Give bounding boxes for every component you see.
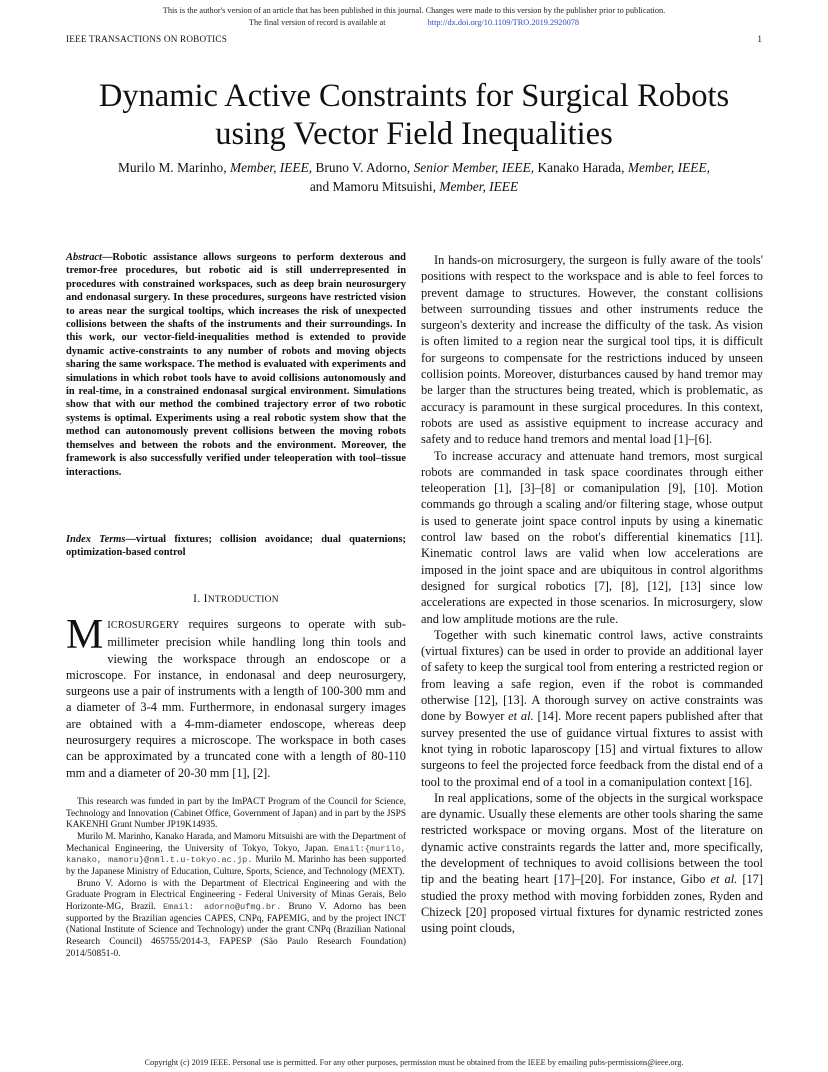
index-terms [66,533,406,560]
title-line-2: using Vector Field Inequalities [215,116,613,152]
publication-notice: This is the author's version of an article that has been published in this journal. Changes were made to this version by the publisher prior to publication. [162,6,666,15]
author-name: Murilo M. Marinho, [117,160,227,175]
running-header-journal: IEEE TRANSACTIONS ON ROBOTICS [66,34,228,44]
abstract-label: Abstract [66,252,102,263]
section-number: I. [193,593,201,605]
paper-title [40,77,788,153]
page-number: 1 [757,34,762,44]
body-paragraph: In real applications, some of the objects in the surgical workspace are dynamic. Usually these elements are other tools sharing the same restricted workspace or moving organs. Most of the literature on dynamic active constraints regards the latter and, more specifically, the development of techniques to avoid collisions between the tool tip and the beating heart [17]–[20]. For instance, Gibo et al. [17] studied the proxy method with moving forbidden zones, Ryden and Chizeck [20] proposed virtual fixtures for dynamic restricted zones using point clouds, [421,790,763,936]
index-terms-label: Index Terms [66,534,126,545]
version-of-record-label: The final version of record is available at [248,18,386,27]
email-address[interactable]: Email: adorno@ufmg.br. [163,901,282,912]
index-terms-text: —virtual fixtures; collision avoidance; dual quaternions; optimization-based control [66,534,406,559]
author-name: Kanako Harada, [537,160,625,175]
funding-footnote: This research was funded in part by the ImPACT Program of the Council for Science, Technology and Innovation (Cabinet Office, Government of Japan) and in part by the JSPS KAKENHI Grant Number JP19K14935. [66,797,406,831]
author-membership: Member, IEEE, [229,160,313,175]
author-name: Bruno V. Adorno, [315,160,411,175]
intro-first-word: ICROSURGERY [107,620,180,631]
introduction-paragraph [66,612,406,781]
footnotes [66,797,406,960]
section-title: INTRODUCTION [203,593,279,605]
doi-link[interactable]: http://dx.doi.org/10.1109/TRO.2019.2920078 [427,18,580,27]
version-of-record-notice [0,17,828,28]
author-list [40,158,788,196]
author-name: and Mamoru Mitsuishi, [309,179,436,194]
author-membership: Senior Member, IEEE, [413,160,535,175]
body-paragraph: In hands-on microsurgery, the surgeon is fully aware of the tools' positions with respect to the workspace and is able to feel forces to prevent damage to structures. However, the constant collisions between surrounding tissues and other instruments reduce the surgeon's dexterity and increase the difficulty of the task. As vision is often limited to a region near the surgical tool tips, it is difficult for surgeons to compensate for the restrictions induced by unseen collision points. Moreover, disturbances caused by hand tremor may be larger than the structures being treated, which is problematic, as accuracy is paramount in these surgical procedures. In this context, robots are used as assistive equipment to increase accuracy and safety and to reduce hand tremors and mental load [1]–[6]. [421,253,763,447]
email-address[interactable]: Email:{murilo, kanako, mamoru}@nml.t.u-tokyo.ac.jp. [66,843,407,866]
affiliation-footnote: Murilo M. Marinho, Kanako Harada, and Mamoru Mitsuishi are with the Department of Mechanical Engineering, the University of Tokyo, Tokyo, Japan. Email:{murilo, kanako, mamoru}@nml.t.u-tokyo.ac.jp. Murilo M. Marinho has been supported by the Japanese Ministry of Education, Culture, Sports, Science, and Technology (MEXT). [66,831,407,877]
right-column-body [421,252,763,936]
section-heading-introduction [66,593,406,605]
copyright-footer: Copyright (c) 2019 IEEE. Personal use is permitted. For any other purposes, permission must be obtained from the IEEE by emailing pubs-permissions@ieee.org. [144,1058,684,1067]
body-paragraph: Together with such kinematic control laws, active constraints (virtual fixtures) can be used in order to provide an additional layer of safety to keep the surgical tool from entering a restricted region or from leaving a safe region, even if the robot is commanded otherwise [12], [13]. A thorough survey on active constraints was done by Bowyer et al. [14]. More recent papers published after that survey presented the use of guidance virtual fixtures to assist with knot tying in robotic laparoscopy [15] and virtual fixtures to allow surgeons to feel the projected force feedback from the distal end of a tool to the proximal end of a tool in a comanipulation context [16]. [421,627,763,789]
author-membership: Member, IEEE, [627,160,710,175]
intro-text: requires surgeons to operate with sub-millimeter precision while handling long thin tools and viewing the workspace through an endoscope or a microscope. For instance, in endonasal and deep neurosurgery, surgeons use a pair of instruments with a length of 100-300 mm and a diameter of 3-4 mm. Furthermore, in endonasal surgery images are obtained with a 4-mm-diameter endoscope, whereas deep neurosurgery requires a microscope. The workspace in both cases can be approximated by a truncated cone with a length of 80-110 mm and a diameter of 20-30 mm [1], [2]. [66,617,406,780]
author-membership: Member, IEEE [439,179,519,194]
body-paragraph: To increase accuracy and attenuate hand tremors, most surgical robots are commanded in task space coordinates through either teleoperation [1], [3]–[8] or comanipulation [9], [10]. Motion commands go through a scaling and/or filtering stage, whose output is used to generate joint space control inputs by using a kinematic control law based on the robot's differential kinematics [11]. Kinematic control laws are valid when low accelerations are imposed in the joint space and are ubiquitous in control algorithms designed for surgical robotics [7], [8], [12], [13] since low accelerations are expected in those scenarios. In microsurgery, slow and low amplitude motions are the rule. [421,448,763,626]
affiliation-footnote: Bruno V. Adorno is with the Department of Electrical Engineering and with the Graduate Program in Electrical Engineering - Federal University of Minas Gerais, Belo Horizonte-MG, Brazil. Email: adorno@ufmg.br. Bruno V. Adorno has been supported by the Brazilian agencies CAPES, CNPq, FAPEMIG, and by the project INCT (National Institute of Science and Technology) under the grant CNPq (Brazilian National Research Council) 465755/2014-3, FAPESP (São Paulo Research Foundation) 2014/50851-0. [66,878,406,959]
drop-cap: M [66,612,104,658]
abstract-text: —Robotic assistance allows surgeons to perform dexterous and tremor-free procedures, but robotic aid is still underrepresented in procedures with constrained workspaces, such as deep brain neurosurgery and endonasal surgery. In these procedures, surgeons have restricted vision to areas near the surgical tooltips, which increases the risk of unexpected collisions between the shafts of the instruments and their surroundings. In this work, our vector-field-inequalities method is extended to provide dynamic active-constraints to any number of robots and moving objects sharing the same workspace. The method is evaluated with experiments and simulations in which robot tools have to avoid collisions autonomously and in real-time, in a constrained endonasal surgical environment. Simulations show that with our method the combined trajectory error of two robotic systems is optimal. Experiments using a real robotic system show that the method can autonomously prevent collisions between the moving robots themselves and between the robots and the environment. Moreover, the framework is also successfully verified under teleoperation with tool–tissue interactions. [66,252,406,478]
title-line-1: Dynamic Active Constraints for Surgical Robots [98,78,730,114]
abstract [66,251,406,479]
